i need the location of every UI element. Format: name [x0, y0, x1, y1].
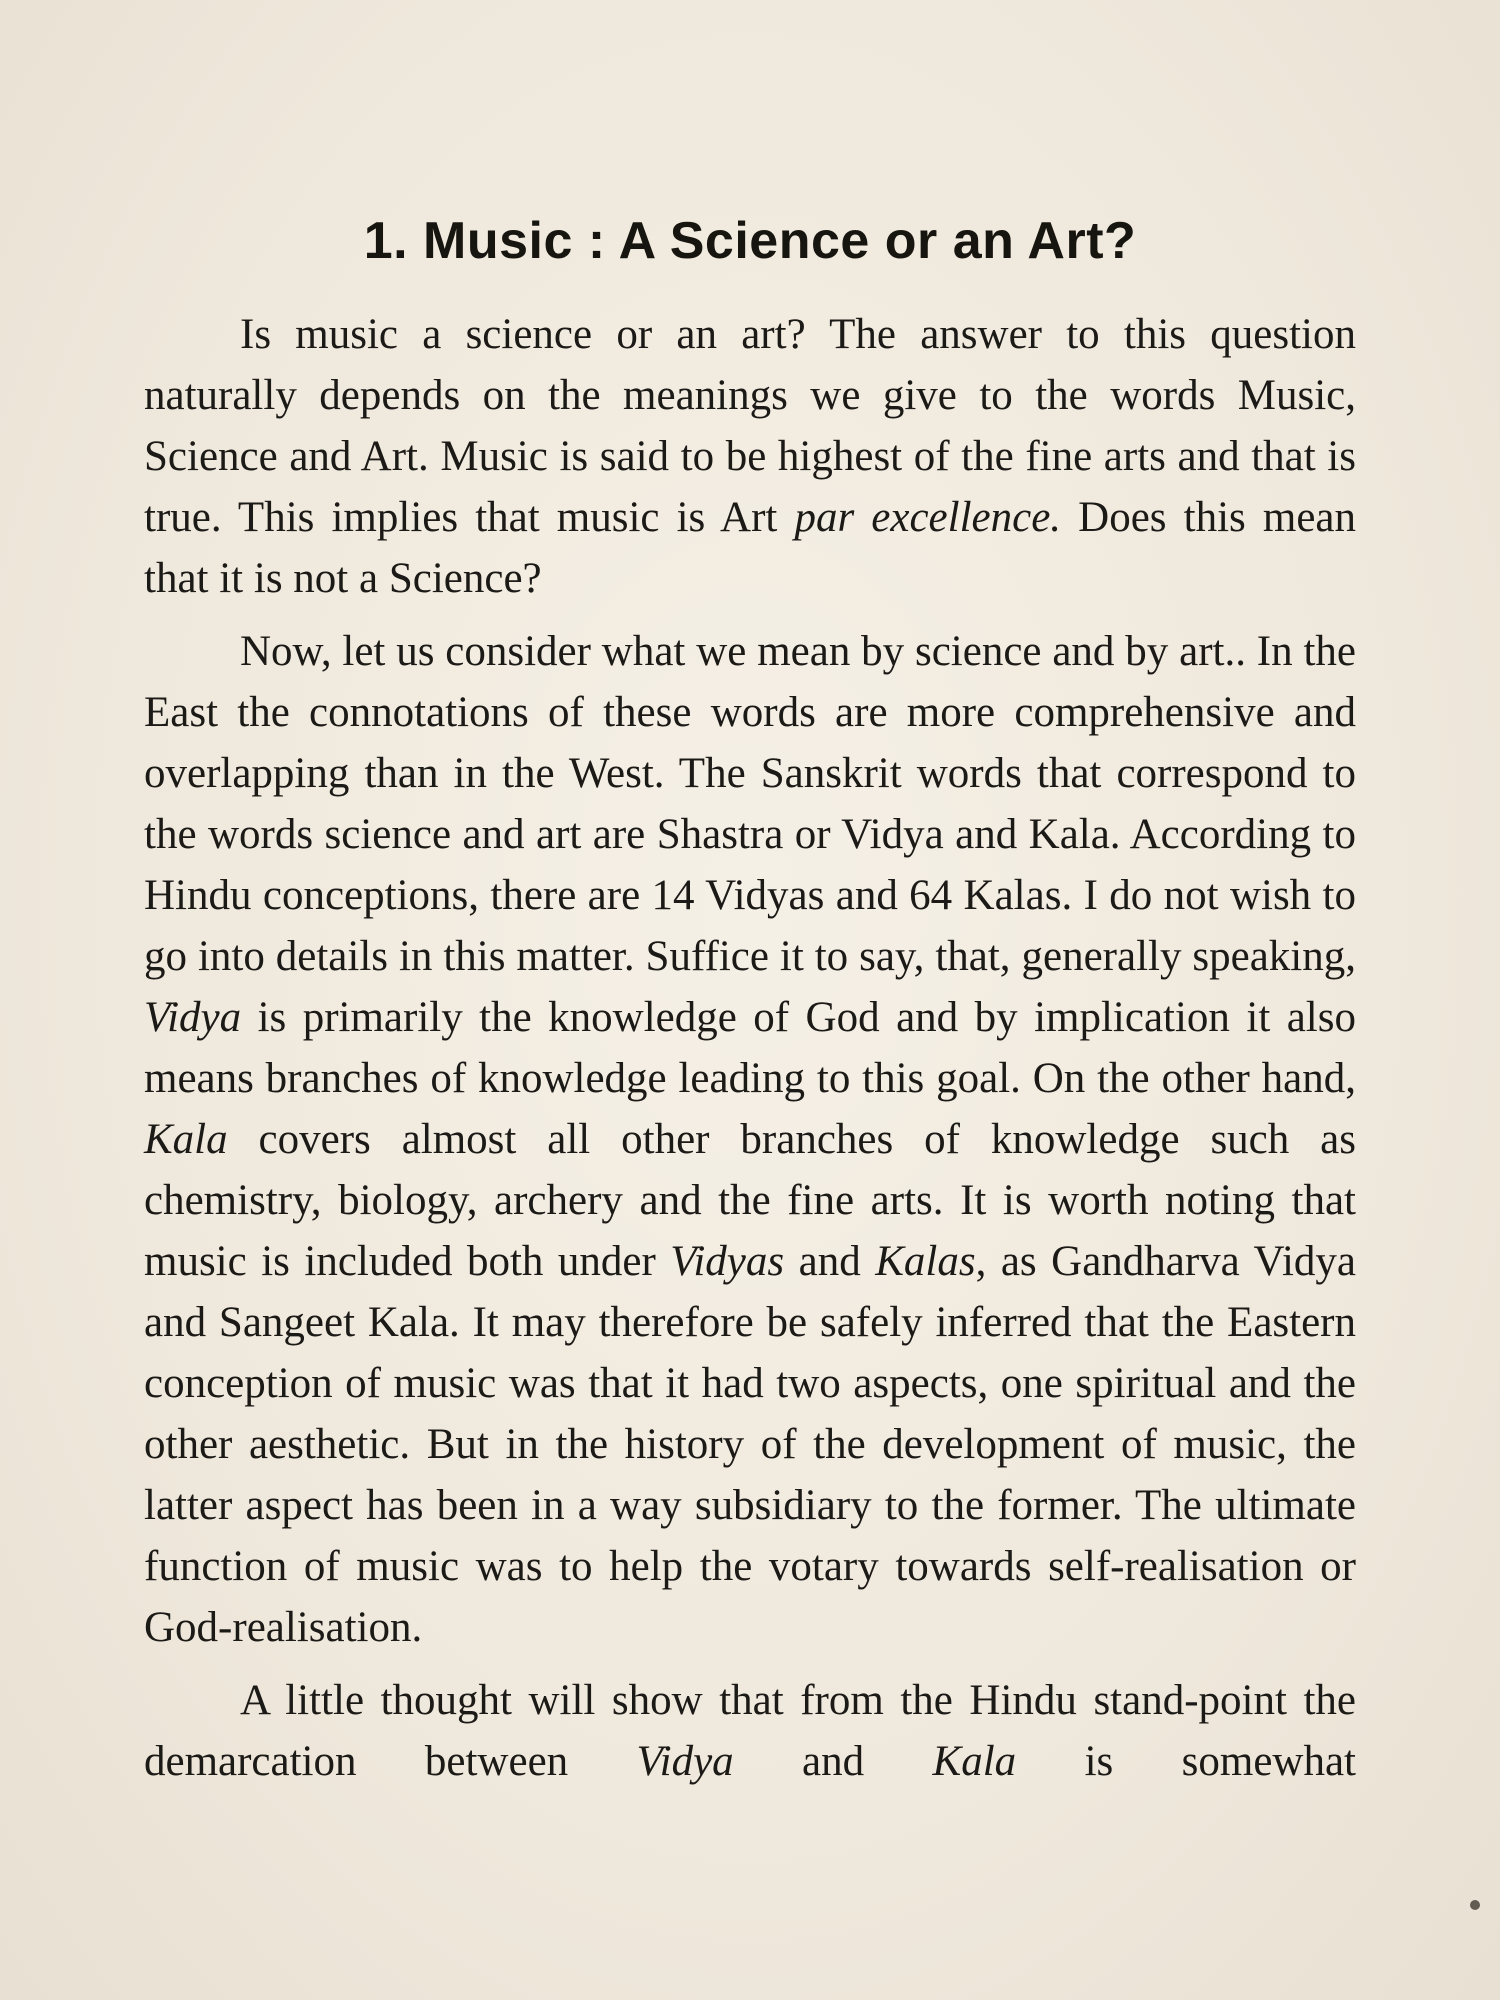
italic-text: par excellence. [794, 494, 1062, 541]
text-run: Is music a science or an art? The answer to this question naturally depends on the meanings we give to the words Music, Science and Art. Music is said to be highest of the fine arts and that is true. This implies that music is Art [144, 311, 1356, 541]
paragraph [144, 1670, 1356, 1792]
text-run: covers almost all other branches of knowledge such as chemistry, biology, archery and the fine arts. It is worth noting that music is included both under [144, 1116, 1356, 1285]
page-content [144, 200, 1356, 1804]
italic-text: Vidya [144, 994, 242, 1041]
italic-text: Kala [144, 1116, 228, 1163]
text-run: Does this mean that it is not a Science? [144, 494, 1356, 602]
body-text [144, 304, 1356, 1792]
text-run: is somewhat [1016, 1738, 1356, 1785]
italic-text: Vidyas [670, 1238, 785, 1285]
text-run: and [784, 1238, 876, 1285]
text-run: is primarily the knowledge of God and by implication it also means branches of knowledge leading to this goal. On the other hand, [144, 994, 1356, 1102]
text-run: , as Gandharva Vidya and Sangeet Kala. It may therefore be safely inferred that the Eastern conception of music was that it had two aspects, one spiritual and the other aesthetic. But in the history of the development of music, the latter aspect has been in a way subsidiary to the former. The ultimate function of music was to help the votary towards self-realisation or God-realisation. [144, 1238, 1356, 1651]
italic-text: Kalas [875, 1238, 976, 1285]
text-run: A little thought will show that from the Hindu stand-point the demarcation between [144, 1677, 1356, 1785]
italic-text: Kala [932, 1738, 1017, 1785]
paragraph [144, 621, 1356, 1658]
italic-text: Vidya [636, 1738, 734, 1785]
ink-speck [1470, 1900, 1480, 1910]
chapter-title: 1. Music : A Science or an Art? [363, 212, 1137, 270]
text-run: and [733, 1738, 933, 1785]
text-run: Now, let us consider what we mean by science and by art.. In the East the connotations of these words are more comprehensive and overlapping than in the West. The Sanskrit words that correspond to the words science and art are Shastra or Vidya and Kala. According to Hindu conceptions, there are 14 Vidyas and 64 Kalas. I do not wish to go into details in this matter. Suffice it to say, that, generally speaking, [144, 628, 1356, 980]
paragraph [144, 304, 1356, 609]
